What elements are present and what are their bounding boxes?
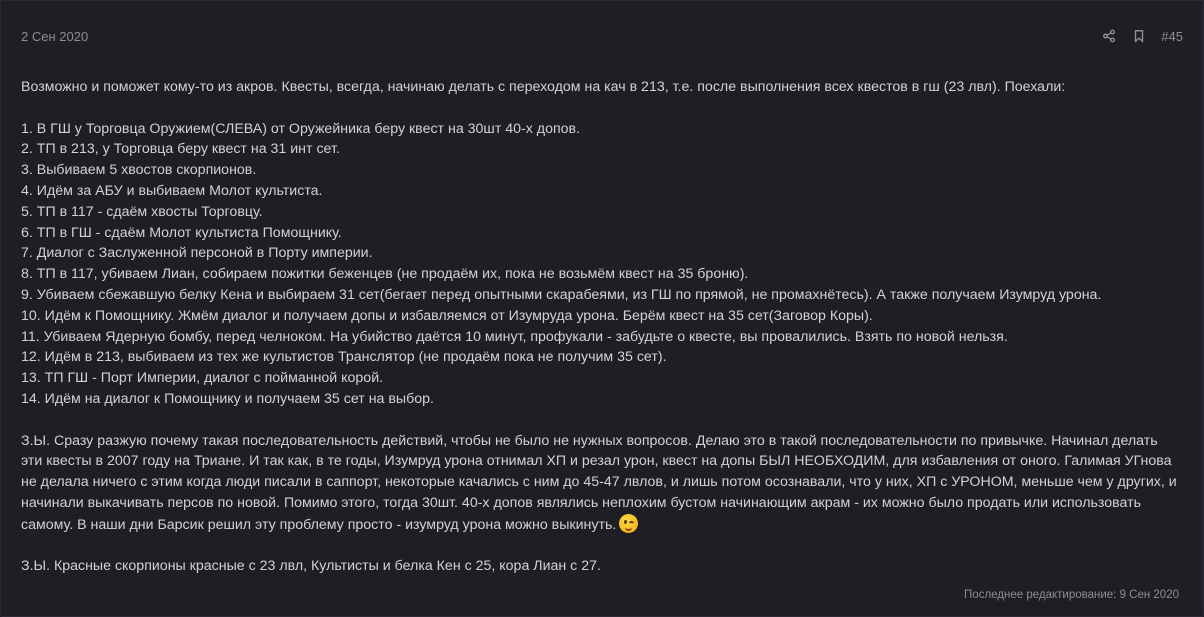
list-item: 12. Идём в 213, выбиваем из тех же культистов Транслятор (не продаём пока не получим 35 сет). — [21, 349, 667, 366]
post-body — [21, 77, 1181, 577]
last-edited-note: Последнее редактирование: 9 Сен 2020 — [964, 589, 1179, 601]
list-item: 11. Убиваем Ядерную бомбу, перед челноком. На убийство даётся 10 минут, профукали - забудьте о квесте, вы провалились. Взять по новой нельзя. — [21, 328, 1008, 345]
list-item: 10. Идём к Помощнику. Жмём диалог и получаем допы и избавляемся от Изумруда урона. Берём квест на 35 сет(Заговор Коры). — [21, 307, 873, 324]
spacer — [21, 410, 1181, 431]
share-icon[interactable] — [1101, 28, 1117, 44]
wink-emoji-icon — [619, 514, 638, 533]
postscript-2: З.Ы. Красные скорпионы красные с 23 лвл, Культисты и белка Кен с 25, кора Лиан с 27. — [21, 558, 601, 575]
post-intro: Возможно и поможет кому-то из акров. Квесты, всегда, начинаю делать с переходом на кач в 213, т.е. после выполнения всех квестов в гш (23 лвл). Поехали: — [21, 79, 1066, 95]
list-item: 14. Идём на диалог к Помощнику и получаем 35 сет на выбор. — [21, 390, 434, 407]
list-item: 6. ТП в ГШ - сдаём Молот культиста Помощнику. — [21, 224, 342, 241]
list-item: 8. ТП в 117, убиваем Лиан, собираем пожитки беженцев (не продаём их, пока не возьмём квест на 35 броню). — [21, 266, 749, 283]
list-item: 9. Убиваем сбежавшую белку Кена и выбираем 31 сет(бегает перед опытными скарабеями, из ГШ по прямой, не промахнётесь). А также получаем Изумруд урона. — [21, 286, 1102, 303]
spacer — [21, 536, 1181, 557]
post-header — [21, 26, 1183, 46]
post-date[interactable]: 2 Сен 2020 — [21, 28, 89, 44]
list-item: 2. ТП в 213, у Торговца беру квест на 31 инт сет. — [21, 141, 340, 158]
post-actions — [1101, 28, 1183, 44]
spacer — [21, 98, 1181, 119]
postscript-1-text: З.Ы. Сразу разжую почему такая последовательность действий, чтобы не было не нужных вопросов. Делаю это в такой последовательности по привычке. Начинал делать эти квесты в 2007 году на Триане. И так как, в те годы, Изумруд урона отнимал ХП и резал урон, квест на допы БЫЛ НЕОБХОДИМ, для избавления от оного. Галимая УГнова не делала ничего с этим когда люди писали в саппорт, некоторые качались с ним до 45-47 лвлов, и лишь потом осознавали, что у них, ХП с УРОНОМ, меньше чем у других, и начинали выкачивать персов по новой. Помимо этого, тогда 30шт. 40-х допов являлись неплохим бустом начинающим акрам - их можно было продать или использовать самому. В наши дни Барсик решил эту проблему просто - изумруд урона можно выкинуть. — [21, 432, 1177, 533]
list-item: 4. Идём за АБУ и выбиваем Молот культиста. — [21, 182, 323, 199]
postscript-1 — [21, 431, 1181, 536]
list-item: 3. Выбиваем 5 хвостов скорпионов. — [21, 162, 257, 179]
list-item: 13. ТП ГШ - Порт Империи, диалог с пойманной корой. — [21, 370, 384, 387]
bookmark-icon[interactable] — [1131, 28, 1147, 44]
post-number-link[interactable]: #45 — [1161, 28, 1183, 44]
list-item: 5. ТП в 117 - сдаём хвосты Торговцу. — [21, 203, 263, 220]
list-item: 1. В ГШ у Торговца Оружием(СЛЕВА) от Оружейника беру квест на 30шт 40-х допов. — [21, 120, 581, 137]
list-item: 7. Диалог с Заслуженной персоной в Порту империи. — [21, 245, 373, 262]
